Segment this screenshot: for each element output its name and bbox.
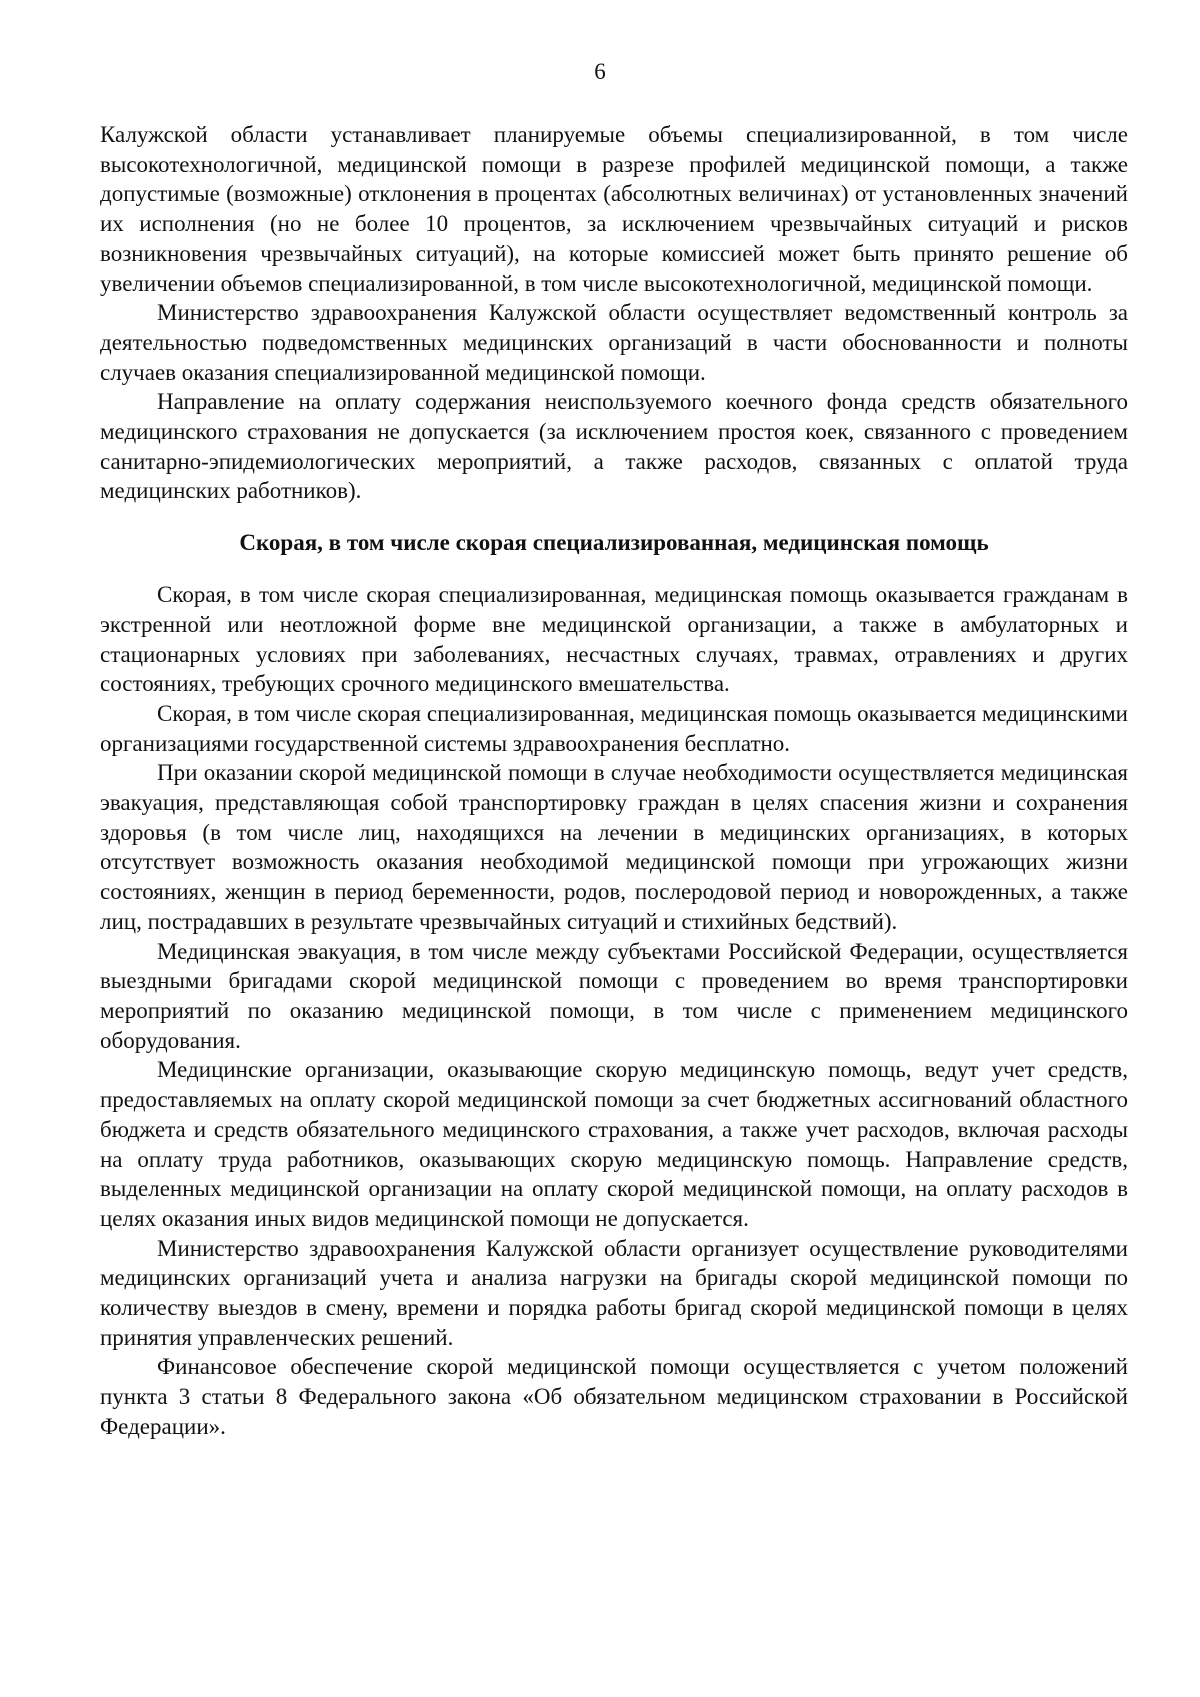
paragraph: Скорая, в том числе скорая специализированная, медицинская помощь оказывается медицинскими организациями государственной системы здравоохранения бесплатно. [100,700,1128,756]
section-heading: Скорая, в том числе скорая специализированная, медицинская помощь [239,530,989,556]
paragraph: При оказании скорой медицинской помощи в случае необходимости осуществляется медицинская эвакуация, представляющая собой транспортировку граждан в целях спасения жизни и сохранения здоровья (в том числе лиц, находящихся на лечении в медицинских организациях, в которых отсутствует возможность оказания необходимой медицинской помощи при угрожающих жизни состояниях, женщин в период беременности, родов, послеродовой период и новорожденных, а также лиц, пострадавших в результате чрезвычайных ситуаций и стихийных бедствий). [100,760,1128,934]
paragraph: Медицинская эвакуация, в том числе между субъектами Российской Федерации, осуществляется выездными бригадами скорой медицинской помощи с проведением во время транспортировки мероприятий по оказанию медицинской помощи, в том числе с применением медицинского оборудования. [100,938,1128,1053]
paragraph: Направление на оплату содержания неиспользуемого коечного фонда средств обязательного медицинского страхования не допускается (за исключением простоя коек, связанного с проведением санитарно-эпидемиологических мероприятий, а также расходов, связанных с оплатой труда медицинских работников). [100,389,1128,504]
document-body [100,120,1128,1442]
paragraph: Медицинские организации, оказывающие скорую медицинскую помощь, ведут учет средств, предоставляемых на оплату скорой медицинской помощи за счет бюджетных ассигнований областного бюджета и средств обязательного медицинского страхования, а также учет расходов, включая расходы на оплату труда работников, оказывающих скорую медицинскую помощь. Направление средств, выделенных медицинской организации на оплату скорой медицинской помощи, на оплату расходов в целях оказания иных видов медицинской помощи не допускается. [100,1057,1128,1231]
paragraph: Министерство здравоохранения Калужской области осуществляет ведомственный контроль за деятельностью подведомственных медицинских организаций в части обоснованности и полноты случаев оказания специализированной медицинской помощи. [100,300,1128,385]
paragraph: Министерство здравоохранения Калужской области организует осуществление руководителями медицинских организаций учета и анализа нагрузки на бригады скорой медицинской помощи по количеству выездов в смену, времени и порядка работы бригад скорой медицинской помощи в целях принятия управленческих решений. [100,1235,1128,1350]
paragraph: Скорая, в том числе скорая специализированная, медицинская помощь оказывается гражданам в экстренной или неотложной форме вне медицинской организации, а также в амбулаторных и стационарных условиях при заболеваниях, несчастных случаях, травмах, отравлениях и других состояниях, требующих срочного медицинского вмешательства. [100,582,1128,697]
paragraph-continuation: Калужской области устанавливает планируемые объемы специализированной, в том числе высокотехнологичной, медицинской помощи в разрезе профилей медицинской помощи, а также допустимые (возможные) отклонения в процентах (абсолютных величинах) от установленных значений их исполнения (но не более 10 процентов, за исключением чрезвычайных ситуаций и рисков возникновения чрезвычайных ситуаций), на которые комиссией может быть принято решение об увеличении объемов специализированной, в том числе высокотехнологичной, медицинской помощи. [100,122,1128,296]
paragraph: Финансовое обеспечение скорой медицинской помощи осуществляется с учетом положений пункта 3 статьи 8 Федерального закона «Об обязательном медицинском страховании в Российской Федерации». [100,1354,1128,1439]
page-number: 6 [594,59,606,84]
